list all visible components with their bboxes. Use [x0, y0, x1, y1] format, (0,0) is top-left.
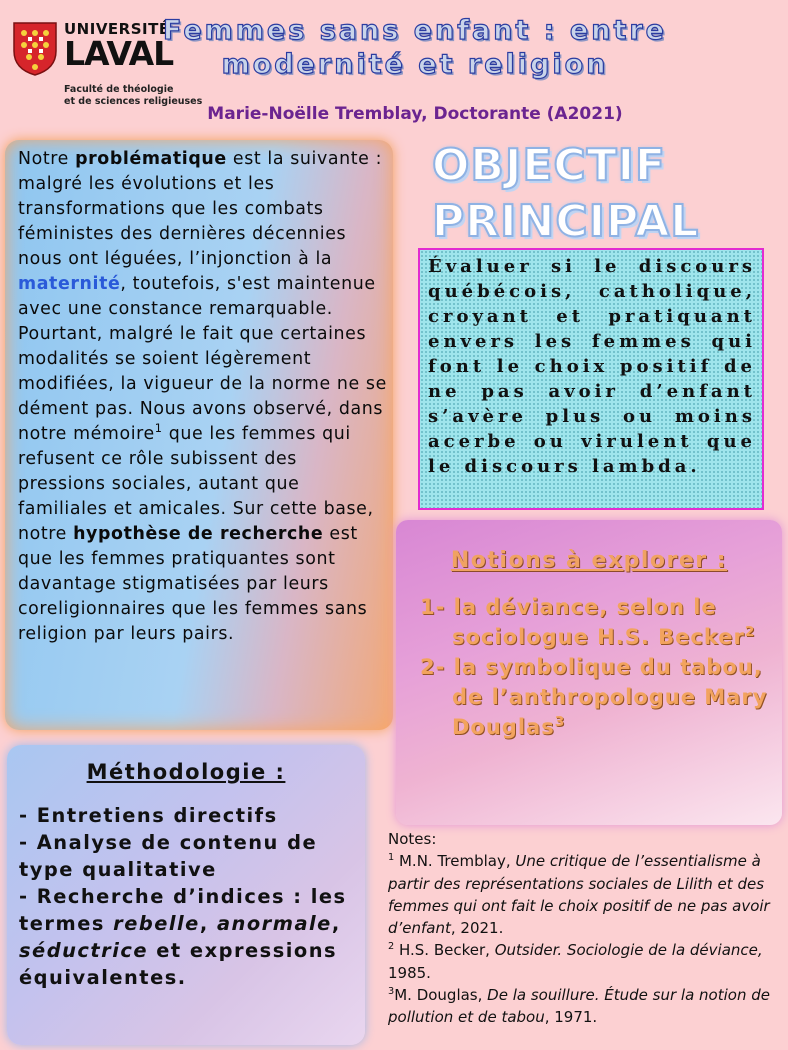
note-1 — [388, 850, 784, 939]
university-label: UNIVERSITÉ — [64, 20, 170, 38]
method-term: séductrice — [19, 939, 148, 962]
note-title: Outsider. Sociologie de la déviance, — [494, 941, 763, 960]
methodology-title: Méthodologie : — [86, 760, 286, 784]
title-line-2: modernité et religion — [221, 49, 609, 80]
method-term: anormale — [216, 912, 332, 935]
university-name: LAVAL — [64, 34, 174, 73]
note-author: M.N. Tremblay, — [394, 852, 516, 871]
objective-text: Évaluer si le discours québécois, catholique, croyant et pratiquant envers les femmes qui font le choix positif de ne pas avoir d’enfant s’avère plus ou moins acerbe ou virulent que le discours lambda. — [428, 256, 756, 477]
university-crest-icon — [12, 21, 58, 77]
footnote-ref-3: 3 — [554, 714, 566, 730]
faculty-line-1: Faculté de théologie — [64, 84, 174, 95]
note-title: De la souillure. Étude sur la notion de pollution et de tabou — [388, 986, 770, 1027]
note-year: 1985. — [388, 963, 431, 982]
maternity-keyword: maternité — [18, 274, 121, 294]
poster-title — [150, 14, 680, 82]
note-title: Une critique de l’essentialisme à partir des représentations sociales de Lilith et des femmes qui ont fait le choix positif de ne pas avoir d’enfant — [388, 852, 770, 938]
notion-item-text: 1- la déviance, selon le sociologue H.S. Becker — [420, 595, 745, 649]
author-line: Marie-Noëlle Tremblay, Doctorante (A2021) — [207, 104, 623, 124]
note-3 — [388, 984, 784, 1029]
problem-text-part: , toutefois, s'est maintenue avec une constance remarquable. Pourtant, malgré le fait que certaines modalités se soient légèrement modifiées, la vigueur de la norme ne se dément pas. Nous avons observé, dans notre mémoire — [18, 274, 387, 444]
methodology-text — [19, 802, 359, 991]
problem-text-part: que les femmes qui refusent ce rôle subissent des pressions sociales, autant que familiales et amicales. Sur cette base, notre — [18, 424, 374, 544]
notion-item — [420, 592, 770, 652]
method-line: et expressions équivalentes. — [19, 939, 338, 989]
hypothesis-keyword: hypothèse de recherche — [73, 524, 324, 544]
method-separator: , — [199, 912, 217, 935]
note-number: 3 — [388, 986, 395, 998]
note-author: M. Douglas, — [394, 986, 488, 1005]
objective-heading-line-1: OBJECTIF — [432, 140, 667, 191]
footnote-ref-1: 1 — [154, 422, 163, 436]
problem-text-part: est la suivante : malgré les évolutions et les transformations que les combats féministes des dernières décennies nous ont léguées, l’injonction à la — [18, 149, 383, 269]
faculty-line-2: et de sciences religieuses — [64, 96, 203, 107]
footnote-ref-2: 2 — [744, 624, 756, 640]
notes-heading: Notes: — [388, 830, 437, 848]
note-author: H.S. Becker, — [394, 941, 495, 960]
method-term: rebelle — [113, 912, 200, 935]
problem-text — [18, 147, 390, 647]
method-line: - Analyse de contenu de type qualitative — [19, 831, 318, 881]
note-2 — [388, 939, 784, 984]
notions-list — [420, 592, 770, 742]
method-line: - Entretiens directifs — [19, 804, 278, 827]
notions-title: Notions à explorer : — [450, 548, 728, 573]
note-number: 1 — [388, 852, 395, 864]
problem-text-part: est que les femmes pratiquantes sont davantage stigmatisées par leurs coreligionnaires que les femmes sans religion par leurs pairs. — [18, 524, 368, 644]
method-separator: , — [331, 912, 341, 935]
note-year: , 2021. — [450, 919, 504, 938]
notion-item — [420, 652, 770, 742]
objective-heading — [432, 138, 752, 250]
problem-keyword: problématique — [75, 149, 227, 169]
method-line: - Recherche d’indices : les termes — [19, 885, 347, 935]
note-year: , 1971. — [544, 1008, 598, 1027]
objective-heading-line-2: PRINCIPAL — [432, 196, 700, 247]
problem-text-part: Notre — [18, 149, 76, 169]
notion-item-text: 2- la symbolique du tabou, de l’anthropologue Mary Douglas — [420, 655, 768, 739]
notes-section — [388, 828, 784, 1029]
title-line-1: Femmes sans enfant : entre — [163, 15, 667, 46]
note-number: 2 — [388, 941, 395, 953]
